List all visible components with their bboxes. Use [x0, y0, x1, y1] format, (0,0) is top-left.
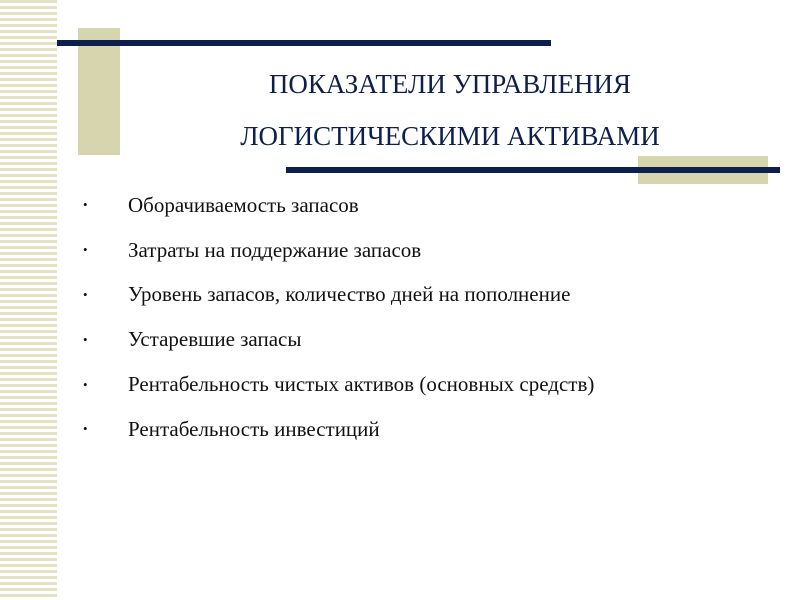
- title-rule-top: [57, 40, 551, 46]
- bullet-icon: •: [83, 286, 88, 302]
- decorative-stripe-band: [0, 0, 57, 600]
- bullet-icon: •: [83, 242, 88, 258]
- bullet-icon: •: [83, 421, 88, 437]
- slide-title-line-2: ЛОГИСТИЧЕСКИМИ АКТИВАМИ: [240, 121, 660, 151]
- bullet-item: [80, 228, 780, 273]
- bullet-text: Устаревшие запасы: [128, 327, 302, 352]
- slide-title: [150, 58, 750, 162]
- bullet-text: Оборачиваемость запасов: [128, 192, 359, 217]
- bullet-icon: •: [83, 197, 88, 213]
- bullet-item: [80, 407, 780, 452]
- bullet-text: Уровень запасов, количество дней на пополнение: [128, 282, 571, 307]
- bullet-list: [80, 183, 780, 452]
- bullet-text: Рентабельность чистых активов (основных средств): [128, 372, 595, 397]
- bullet-text: Рентабельность инвестиций: [128, 416, 380, 441]
- bullet-icon: •: [83, 376, 88, 392]
- title-rule-bottom: [286, 167, 780, 173]
- slide-title-line-1: ПОКАЗАТЕЛИ УПРАВЛЕНИЯ: [268, 69, 632, 99]
- accent-block-top: [78, 28, 120, 155]
- bullet-item: [80, 183, 780, 228]
- bullet-item: [80, 317, 780, 362]
- bullet-text: Затраты на поддержание запасов: [128, 237, 422, 262]
- bullet-icon: •: [83, 331, 88, 347]
- bullet-item: [80, 273, 780, 318]
- bullet-item: [80, 362, 780, 407]
